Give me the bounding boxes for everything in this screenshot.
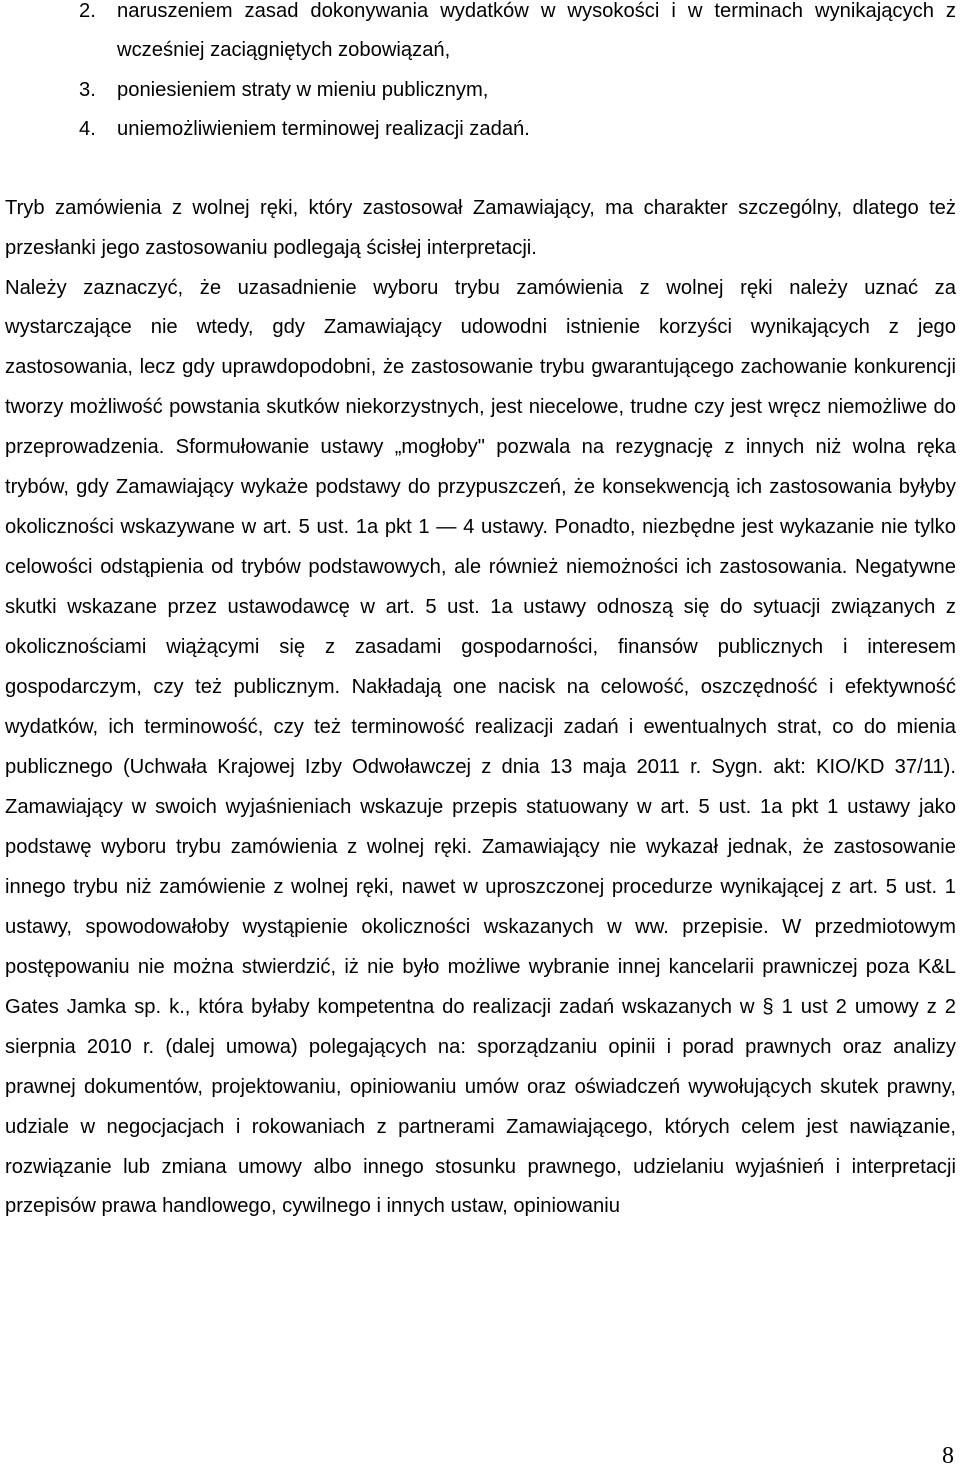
list-item <box>5 71 956 110</box>
paragraph: Należy zaznaczyć, że uzasadnienie wyboru trybu zamówienia z wolnej ręki należy uznać za wystarczające nie wtedy, gdy Zamawiający udowodni istnienie korzyści wynikających z jego zastosowania, lecz gdy uprawdopodobni, że zastosowanie trybu gwarantującego zachowanie konkurencji tworzy możliwość powstania skutków niekorzystnych, jest niecelowe, trudne czy jest wręcz niemożliwe do przeprowadzenia. Sformułowanie ustawy „mogłoby" pozwala na rezygnację z innych niż wolna ręka trybów, gdy Zamawiający wykaże podstawy do przypuszczeń, że konsekwencją ich zastosowania byłyby okoliczności wskazywane w art. 5 ust. 1a pkt 1 — 4 ustawy. Ponadto, niezbędne jest wykazanie nie tylko celowości odstąpienia od trybów podstawowych, ale również niemożności ich zastosowania. Negatywne skutki wskazane przez ustawodawcę w art. 5 ust. 1a ustawy odnoszą się do sytuacji związanych z okolicznościami wiążącymi się z zasadami gospodarności, finansów publicznych i interesem gospodarczym, czy też publicznym. Nakładają one nacisk na celowość, oszczędność i efektywność wydatków, ich terminowość, czy też terminowość realizacji zadań i ewentualnych strat, co do mienia publicznego (Uchwała Krajowej Izby Odwoławczej z dnia 13 maja 2011 r. Sygn. akt: KIO/KD 37/11). Zamawiający w swoich wyjaśnieniach wskazuje przepis statuowany w art. 5 ust. 1a pkt 1 ustawy jako podstawę wyboru trybu zamówienia z wolnej ręki. Zamawiający nie wykazał jednak, że zastosowanie innego trybu niż zamówienie z wolnej ręki, nawet w uproszczonej procedurze wynikającej z art. 5 ust. 1 ustawy, spowodowałoby wystąpienie okoliczności wskazanych w ww. przepisie. W przedmiotowym postępowaniu nie można stwierdzić, iż nie było możliwe wybranie innej kancelarii prawniczej poza K&L Gates Jamka sp. k., która byłaby kompetentna do realizacji zadań wskazanych w § 1 ust 2 umowy z 2 sierpnia 2010 r. (dalej umowa) polegających na: sporządzaniu opinii i porad prawnych oraz analizy prawnej dokumentów, projektowaniu, opiniowaniu umów oraz oświadczeń wywołujących skutek prawny, udziale w negocjacjach i rokowaniach z partnerami Zamawiającego, których celem jest nawiązanie, rozwiązanie lub zmiana umowy albo innego stosunku prawnego, udzielaniu wyjaśnień i interpretacji przepisów prawa handlowego, cywilnego i innych ustaw, opiniowaniu <box>5 276 956 1218</box>
list-item <box>5 0 956 71</box>
list-item-text: poniesieniem straty w mieniu publicznym, <box>117 78 489 101</box>
page-number: 8 <box>942 1443 954 1469</box>
paragraph: Tryb zamówienia z wolnej ręki, który zastosował Zamawiający, ma charakter szczególny, dlatego też przesłanki jego zastosowaniu podlegają ścisłej interpretacji. <box>5 196 956 259</box>
list-item-number: 4. <box>79 118 96 141</box>
list-item <box>5 110 956 149</box>
list-item-text: naruszeniem zasad dokonywania wydatków w wysokości i w terminach wynikających z wcześniej zaciągniętych zobowiązań, <box>117 0 956 62</box>
numbered-list <box>5 0 956 150</box>
page-content <box>5 0 956 1227</box>
list-item-number: 3. <box>79 78 96 101</box>
list-item-text: uniemożliwieniem terminowej realizacji zadań. <box>117 118 530 141</box>
list-item-number: 2. <box>79 0 96 22</box>
